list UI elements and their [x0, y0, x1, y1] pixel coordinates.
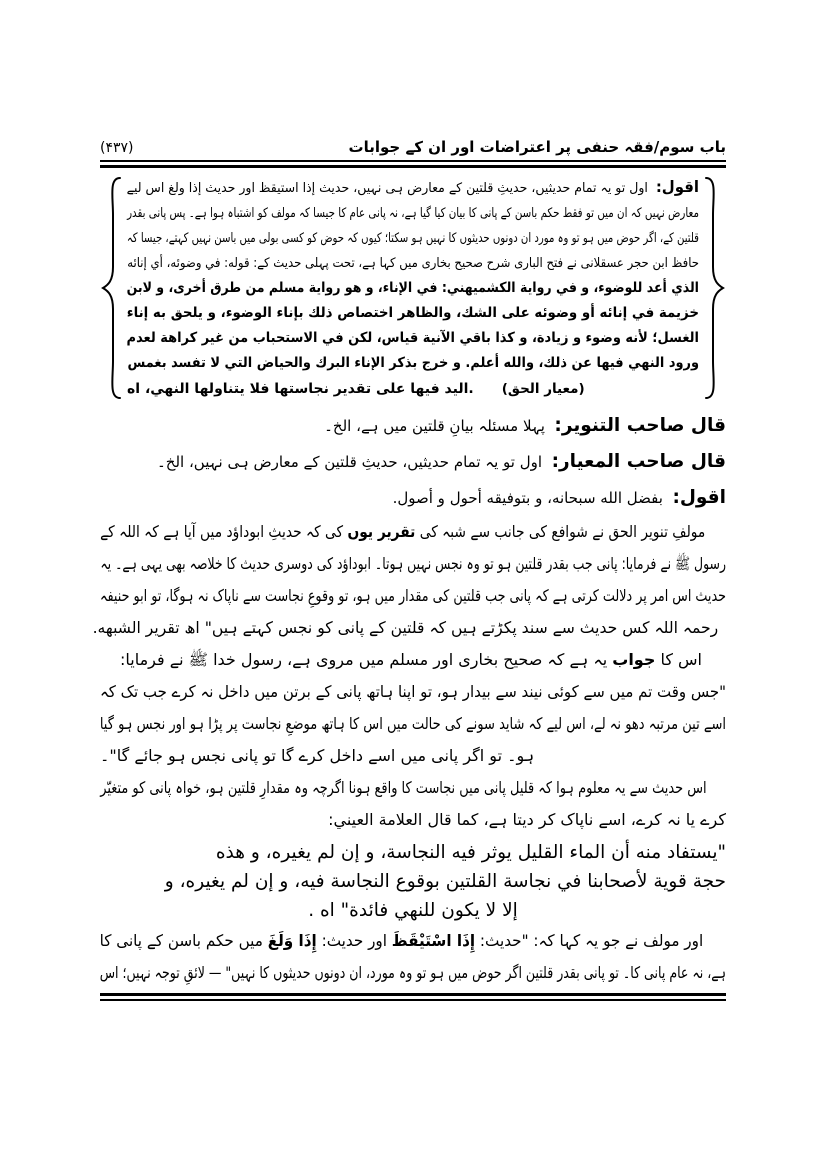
para1-line-2: رسول ﷺ نے فرمایا: پانی جب بقدر قلتین ہو تو وہ نجس نہیں ہوتا۔ ابوداؤد کی دوسری حدیث کا خلاصہ بھی یہی ہے۔ یہ: [100, 554, 726, 573]
right-brace-icon: [704, 175, 726, 401]
para1-line-3: حدیث اس امر پر دلالت کرتی ہے کہ پانی جب قلتین کی مقدار میں ہو، تو وقوعِ نجاست سے ناپاک نہ ہوگا، تو ابو حنیفہ: [100, 586, 726, 605]
closing-l1-hadith-2: إِذَا وَلَغَ: [267, 931, 317, 950]
para2-line-2: کرے یا نہ کرے، اسے ناپاک کر دیتا ہے، کما قال العلامة العيني:: [328, 810, 726, 829]
para1-l1-post: کی کہ حدیثِ ابوداؤد میں آیا ہے کہ اللہ کے: [100, 522, 348, 541]
para1-l1-bold: تقریر یوں: [347, 522, 416, 541]
bracket-line-2: معارض نہیں کہ ان میں تو فقط حکم باسن کے پانی کا بیان کیا گیا ہے، نہ پانی عام کا جیسا کہ مولف کو اشتباہ ہوا ہے۔ پس پانی بقدر: [127, 206, 700, 221]
closing-l1-mid: اور حدیث:: [316, 931, 392, 950]
page-number: (۴۳۷): [100, 140, 134, 156]
paragraph-conclusion: [100, 772, 726, 836]
bracket-arabic-line-3: الغسل؛ لأنه وضوء و زيادة، و كذا باقي الآنية قياس، لكن في الاستحباب من غير كراهة لعدم: [126, 330, 700, 346]
ayni-quote-line-2: حجة قوية لأصحابنا في نجاسة القلتين بوقوع النجاسة فيه، و إن لم يغيره، و: [164, 871, 726, 892]
paragraph-jawab: [100, 644, 726, 676]
aqool-bracket-block: [100, 174, 726, 402]
page-content: [92, 124, 727, 1001]
para1-line-4: رحمہ اللہ کس حدیث سے سند پکڑتے ہیں کہ قلتین کے پانی کو نجس کہتے ہیں" اھ تقریر الشبهه.: [92, 618, 719, 637]
citation-aqulu-label: اقول:: [672, 487, 726, 508]
source-attribution: (معيار الحق): [501, 381, 585, 397]
ayni-quote-line-3: إلا لا يكون للنهي فائدة" اه .: [308, 900, 518, 921]
paragraph-shubha: [92, 516, 726, 644]
chapter-header-title: باب سوم/فقہ حنفی پر اعتراضات اور ان کے جوابات: [348, 138, 726, 156]
citation-miyar-label: قال صاحب المعیار:: [551, 451, 726, 472]
jawab-post: یہ ہے کہ صحیح بخاری اور مسلم میں مروی ہے، رسول خدا ﷺ نے فرمایا:: [120, 650, 613, 669]
hadith-quote-line-1: "جس وقت تم میں سے کوئی نیند سے بیدار ہو، تو اپنا ہاتھ پانی کے برتن میں داخل نہ کرے جب تک کہ: [99, 682, 726, 701]
bracket-line-1: [126, 175, 699, 201]
closing-l1-post: میں حکم باسن کے پانی کا: [99, 931, 268, 950]
jawab-bold: جواب: [612, 650, 656, 669]
bracket-last-text: اليد فيها على تقدير نجاستها فلا يتناولها النهي، اه.: [127, 381, 474, 397]
hadith-quote-block: [100, 676, 726, 772]
para1-l1-pre: مولفِ تنویر الحق نے شوافع کی جانب سے شبہ کی: [415, 522, 706, 541]
paragraph-closing: [100, 925, 726, 989]
jawab-line: [100, 644, 726, 676]
closing-line-1: [99, 925, 726, 957]
hadith-quote-line-3: ہو۔ تو اگر پانی میں اسے داخل کرے گا تو پانی نجس ہو جائے گا"۔: [100, 746, 535, 765]
aqool-label: اقول:: [655, 178, 699, 196]
closing-line-2: ہے، نہ عام پانی کا۔ تو پانی بقدر قلتین اگر حوض میں ہو تو وہ مورد، ان دونوں حدیثوں کا نہیں" — لائقِ توجہ نہیں؛ اس: [99, 963, 727, 982]
footer-rule: [100, 993, 726, 1001]
citations-block: [100, 408, 726, 516]
bracket-text: [122, 174, 704, 402]
bracket-last-line: [127, 376, 699, 402]
citation-tanwir-label: قال صاحب التنویر:: [554, 415, 726, 436]
jawab-pre: اس کا: [655, 650, 702, 669]
header-rule: [100, 160, 726, 168]
hadith-quote-line-2: اسے تین مرتبہ دھو نہ لے، اس لیے کہ شاید سونے کی حالت میں اس کا ہاتھ موضعِ نجاست پر پڑا ہو اور نجس ہو گیا: [99, 714, 727, 733]
bracket-line-4: حافظ ابن حجر عسقلانی نے فتح الباری شرح صحیح بخاری میں کہا ہے، تحت پہلی حدیث کے: قوله: في وضوئه، أي إنائه: [127, 256, 700, 271]
citation-tanwir: [100, 408, 726, 444]
para2-line-1: اس حدیث سے یہ معلوم ہوا کہ قلیل پانی میں نجاست کا واقع ہونا اگرچہ وہ مقدارِ قلتین ہو، خواہ پانی کو متغیّر: [100, 778, 707, 797]
bracket-arabic-line-2: خزيمة في إنائه أو وضوئه على الشك، والظاهر اختصاص ذلك بإناء الوضوء، و يلحق به إناء: [126, 305, 699, 321]
ayni-quote-line-1: "يستفاد منه أن الماء القليل يوثر فيه النجاسة، و إن لم يغيره، و هذه: [215, 842, 726, 863]
para1-line-1: [100, 516, 726, 548]
closing-l1-hadith-1: إِذَا اسْتَيْقَظَ: [391, 931, 476, 950]
citation-aqulu: [100, 480, 726, 516]
bracket-arabic-line-1: الذي أعد للوضوء، و في رواية الكشميهني: في الإناء، و هو رواية مسلم من طرق أخرى، و لابن: [126, 280, 700, 296]
left-brace-icon: [100, 175, 122, 401]
bracket-arabic-line-4: ورود النهي فيها عن ذلك، والله أعلم. و خرج بذكر الإناء البرك والحياض التي لا تفسد بغمس: [127, 355, 699, 371]
citation-miyar-text: اول تو یہ تمام حدیثیں، حدیثِ قلتین کے معارض ہی نہیں، الخ۔: [156, 453, 543, 471]
ayni-quote-block: [100, 838, 726, 925]
closing-l1-pre: اور مولف نے جو یہ کہا کہ: "حدیث:: [475, 931, 704, 950]
bracket-line-1-text: اول تو یہ تمام حدیثیں، حدیثِ قلتین کے معارض ہی نہیں، حدیث إذا استیقظ اور حدیث إذا ولغ اس لیے: [126, 181, 648, 196]
citation-aqulu-text: بفضل الله سبحانه، و بتوفيقه أحول و أصول.: [392, 489, 663, 507]
running-header: [100, 124, 726, 158]
bracket-line-3: قلتین کے، اگر حوض میں ہو تو وہ مورد ان دونوں حدیثوں کا نہیں ہو سکتا؛ کیوں کہ حوض کو کسی بولی میں باسن نہیں کہتے، جیسا کہ: [126, 231, 700, 246]
citation-tanwir-text: پہلا مسئلہ بیانِ قلتین میں ہے، الخ۔: [324, 417, 545, 435]
citation-miyar: [100, 444, 726, 480]
